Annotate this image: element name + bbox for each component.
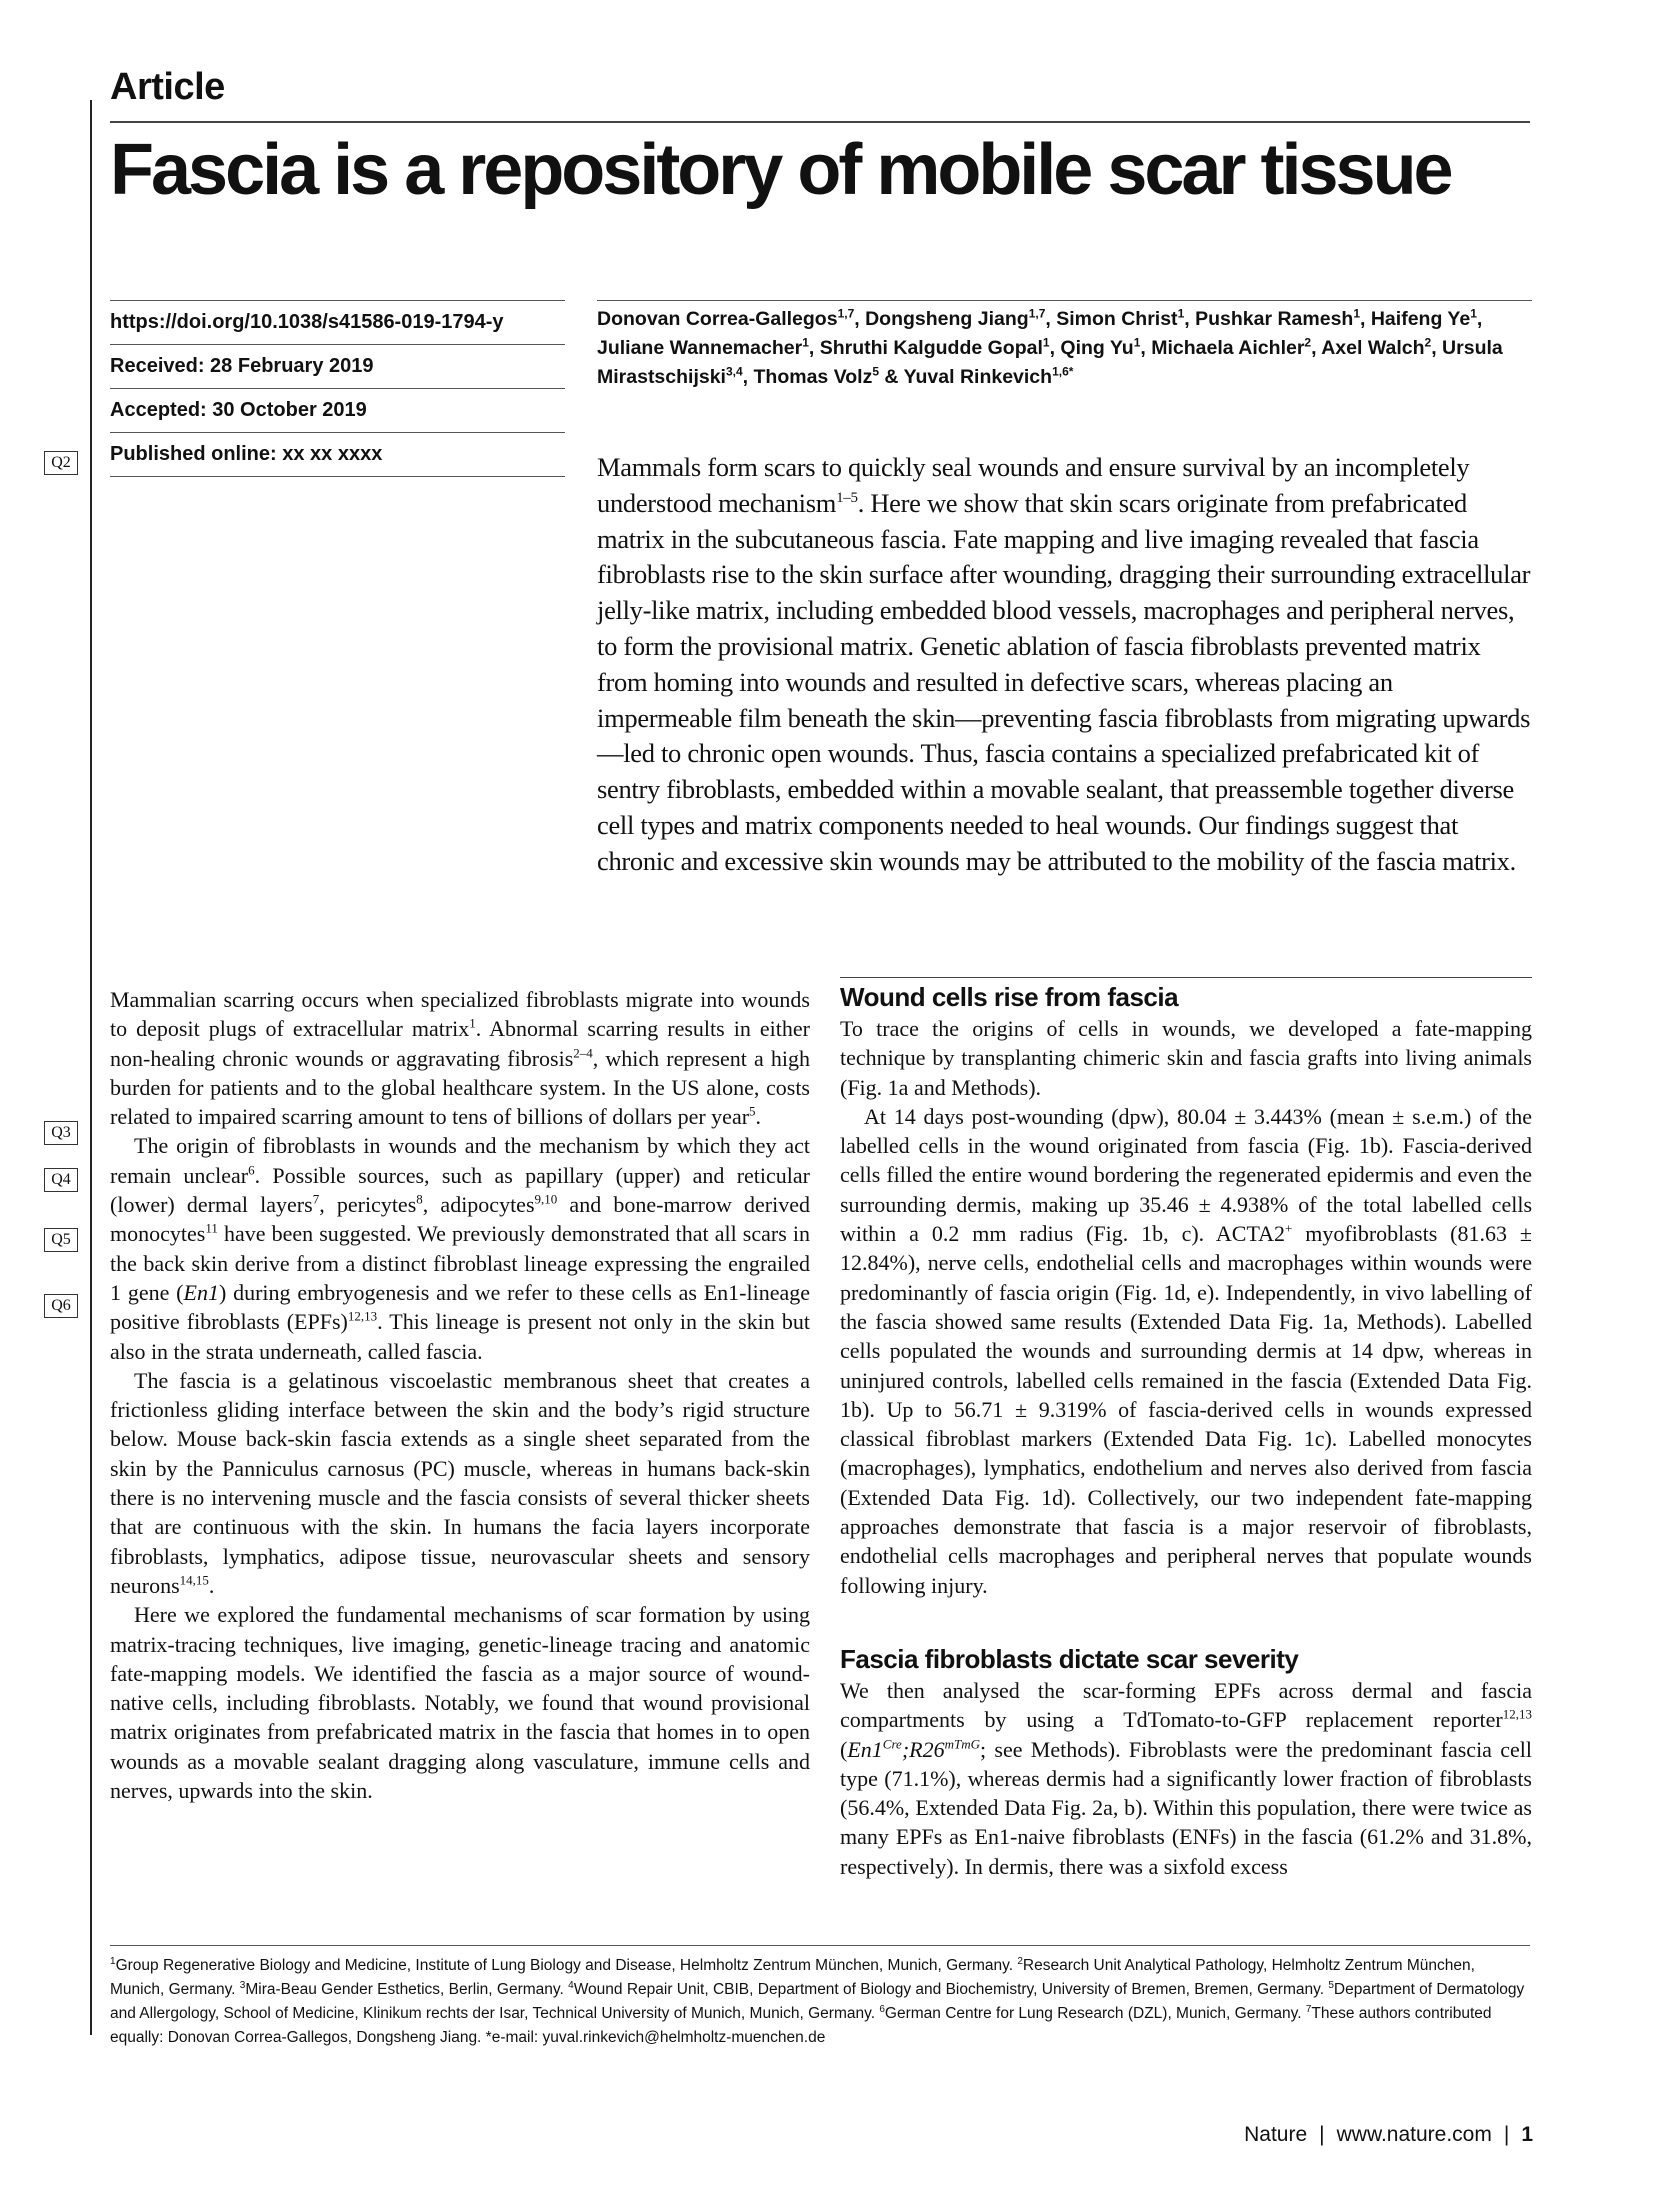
title-rule [110,121,1530,123]
paragraph: The fascia is a gelatinous viscoelastic membranous sheet that creates a frictionless gliding interface between the skin and the body’s rigid structure below. Mouse back-skin fascia extends as a single sheet separated from the skin by the Panniculus carnosus (PC) muscle, whereas in humans back-skin there is no intervening muscle and the fascia consists of several thicker sheets that are continuous with the skin. In humans the facia layers incorporate fibroblasts, lymphatics, adipose tissue, neurovascular sheets and sensory neurons$^{14,15}$. [110,1367,810,1598]
paragraph: Mammalian scarring occurs when specialized fibroblasts migrate into wounds to deposit plugs of extracellular matrix$^1$. Abnormal scarring results in either non-healing chronic wounds or aggravating fibrosis$^{2-4}$, which represent a high burden for patients and to the global healthcare system. In the US alone, costs related to impaired scarring amount to tens of billions of dollars per year$^5$. [110,987,810,1130]
accepted-date: Accepted: 30 October 2019 [110,388,565,432]
published-date: Published online: xx xx xxxx [110,432,565,477]
page-number: 1 [1521,2123,1533,2146]
paragraph: To trace the origins of cells in wounds, we developed a fate-mapping technique by transplanting chimeric skin and fascia grafts into living animals (Fig. 1a and Methods). [840,1016,1532,1100]
section-heading: Wound cells rise from fascia [840,982,1179,1012]
journal-name: Nature [1244,2123,1308,2146]
body-column-left [110,985,810,1805]
paragraph: At 14 days post-wounding (dpw), 80.04 ± 3.443% (mean ± s.e.m.) of the labelled cells in the wound originated from fascia (Fig. 1b). Fascia-derived cells filled the entire wound bordering the regenerated epidermis and even the surrounding dermis, making up 35.46 ± 4.938% of the total labelled cells within a 0.2 mm radius (Fig. 1b, c). ACTA2+ myofibroblasts (81.63 ± 12.84%), nerve cells, endothelial cells and macrophages within wounds were predominantly of fascia origin (Fig. 1d, e). Independently, in vivo labelling of the fascia showed same results (Extended Data Fig. 1a, Methods). Labelled cells populated the wounds and surrounding dermis at 14 dpw, whereas in uninjured controls, labelled cells remained in the fascia (Extended Data Fig. 1b). Up to 56.71 ± 9.319% of fascia-derived cells in wounds expressed classical fibroblast markers (Extended Data Fig. 1c). Labelled monocytes (macrophages), lymphatics, endothelium and nerves also derived from fascia (Extended Data Fig. 1d). Collectively, our two independent fate-mapping approaches demonstrate that fascia is a major reservoir of fibroblasts, endothelial cells macrophages and peripheral nerves that populate wounds following injury. [840,1103,1533,1598]
paragraph: Here we explored the fundamental mechanisms of scar formation by using matrix-tracing techniques, live imaging, genetic-lineage tracing and anatomic fate-mapping models. We identified the fascia as a major source of wound-native cells, including fibroblasts. Notably, we found that wound provisional matrix originates from prefabricated matrix in the fascia that homes in to open wounds as a movable sealant dragging along vasculature, immune cells and nerves, upwards into the skin. [110,1602,810,1804]
article-title: Fascia is a repository of mobile scar tissue [110,130,1451,210]
author-list: Donovan Correa-Gallegos$^{1,7}$, Dongsheng Jiang$^{1,7}$, Simon Christ$^1$, Pushkar Ramesh$^1$, Haifeng Ye$^1$, Juliane Wannemacher$^1$, Shruthi Kalgudde Gopal$^1$, Qing Yu$^1$, Michaela Aichler$^2$, Axel Walch$^2$, Ursula Mirastschijski$^{3,4}$, Thomas Volz$^5$ & Yuval Rinkevich$^{1,6*}$ [597,300,1532,392]
query-mark-q2[interactable]: Q2 [44,451,78,475]
page-footer: Nature | www.nature.com | 1 [1244,2123,1533,2146]
article-meta [110,300,565,477]
paragraph: We then analysed the scar-forming EPFs across dermal and fascia compartments by using a TdTomato-to-GFP replacement reporter$^{12,13}$ ($En1^{Cre};R26^{mTmG}$; see Methods). Fibroblasts were the predominant fascia cell type (71.1%), whereas dermis had a significantly lower fraction of fibroblasts (56.4%, Extended Data Fig. 2a, b). Within this population, there were twice as many EPFs as En1-naive fibroblasts (ENFs) in the fascia (61.2% and 31.8%, respectively). In dermis, there was a sixfold excess [840,1677,1532,1879]
query-mark-q4[interactable]: Q4 [44,1168,78,1192]
article-type-label: Article [110,66,225,108]
body-column-right [840,980,1532,1881]
query-mark-q5[interactable]: Q5 [44,1228,78,1252]
paragraph: The origin of fibroblasts in wounds and the mechanism by which they act remain unclear$^6$. Possible sources, such as papillary (upper) and reticular (lower) dermal layers$^7$, pericytes$^8$, adipocytes$^{9,10}$ and bone-marrow derived monocytes$^{11}$ have been suggested. We previously demonstrated that all scars in the back skin derive from a distinct fibroblast lineage expressing the engrailed 1 gene (En1) during embryogenesis and we refer to these cells as En1-lineage positive fibroblasts (EPFs)$^{12,13}$. This lineage is present not only in the skin but also in the strata underneath, called fascia. [110,1133,811,1364]
query-mark-q6[interactable]: Q6 [44,1294,78,1318]
journal-site-link[interactable]: www.nature.com [1336,2123,1492,2146]
abstract: Mammals form scars to quickly seal wounds and ensure survival by an incompletely understood mechanism$^{1-5}$. Here we show that skin scars originate from prefabricated matrix in the subcutaneous fascia. Fate mapping and live imaging revealed that fascia fibroblasts rise to the skin surface after wounding, dragging their surrounding extracellular jelly-like matrix, including embedded blood vessels, macrophages and peripheral nerves, to form the provisional matrix. Genetic ablation of fascia fibroblasts prevented matrix from homing into wounds and resulted in defective scars, whereas placing an impermeable film beneath the skin—preventing fascia fibroblasts from migrating upwards—led to chronic open wounds. Thus, fascia contains a specialized prefabricated kit of sentry fibroblasts, embedded within a movable sealant, that preassemble together diverse cell types and matrix components needed to heal wounds. Our findings suggest that chronic and excessive skin wounds may be attributed to the mobility of the fascia matrix. [597,452,1531,876]
margin-rule [90,100,92,2035]
affiliations-footnote: $^1$Group Regenerative Biology and Medicine, Institute of Lung Biology and Disease, Helmholtz Zentrum München, Munich, Germany. $^2$Research Unit Analytical Pathology, Helmholtz Zentrum München, Munich, Germany. $^3$Mira-Beau Gender Esthetics, Berlin, Germany. $^4$Wound Repair Unit, CBIB, Department of Biology and Biochemistry, University of Bremen, Bremen, Germany. $^5$Department of Dermatology and Allergology, School of Medicine, Klinikum rechts der Isar, Technical University of Munich, Munich, Germany. $^6$German Centre for Lung Research (DZL), Munich, Germany. $^7$These authors contributed equally: Donovan Correa-Gallegos, Dongsheng Jiang. *e-mail: yuval.rinkevich@helmholtz-muenchen.de [110,1945,1530,2050]
section-heading: Fascia fibroblasts dictate scar severity [840,1643,1299,1674]
doi-link[interactable]: https://doi.org/10.1038/s41586-019-1794-y [110,300,565,344]
query-mark-q3[interactable]: Q3 [44,1121,78,1145]
column-rule [840,977,1532,978]
received-date: Received: 28 February 2019 [110,344,565,388]
